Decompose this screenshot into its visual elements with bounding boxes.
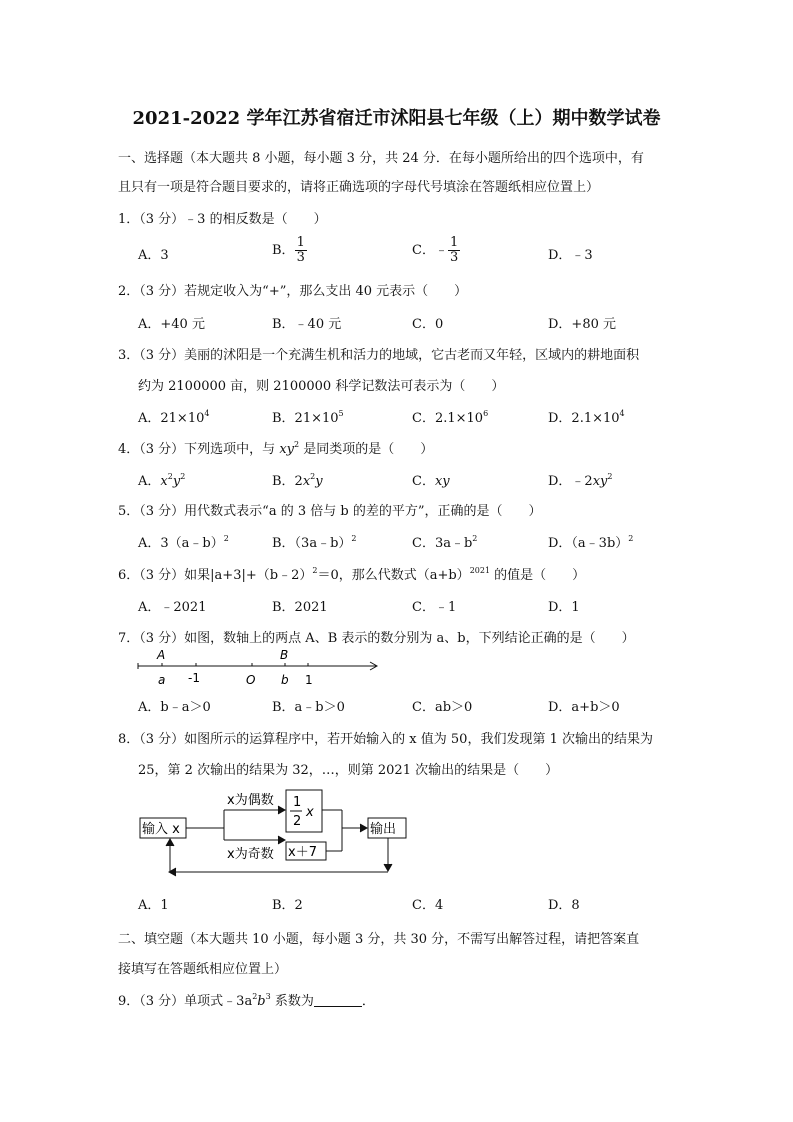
q1-option-b [272,236,307,265]
q5-option-a: A．3（a﹣b）$^2$ [138,534,229,551]
q5-stem: 5．（3 分）用代数式表示“a 的 3 倍与 b 的差的平方”，正确的是（ ） [118,504,542,519]
flowchart-figure [130,784,430,884]
q6-option-d: D．1 [548,600,580,615]
section1-heading-line1: 一、选择题（本大题共 8 小题，每小题 3 分，共 24 分．在每小题所给出的四个选项中，有 [118,151,644,166]
q9-stem: 9．（3 分）单项式$﹣3a^2b^3$ 系数为 ． [118,992,375,1009]
output-box-label: 输出 [370,822,397,837]
q8-option-b: B．2 [272,898,303,913]
q7-option-c: C．ab＞0 [412,700,473,715]
q8-option-a: A．1 [138,898,169,913]
q4-option-a: A．$x^2y^2$ [138,472,186,489]
plus7-label: x＋7 [288,845,317,860]
label-neg1: -1 [188,671,200,685]
q1-option-d: D．﹣3 [548,248,593,263]
q1-stem: 1．（3 分）﹣3 的相反数是（ ） [118,212,327,227]
q1-option-c-label: C．﹣ [412,243,448,258]
half-variable: x [306,805,314,820]
label-point-a-upper: A [157,648,166,662]
label-b: b [281,673,289,687]
q7-option-a: A．b﹣a＞0 [138,700,211,715]
q7-option-b: B．a﹣b＞0 [272,700,345,715]
label-point-b-upper: B [280,648,289,662]
even-condition-label: x为偶数 [227,793,274,808]
half-numerator: 1 [293,795,302,810]
q3-stem-line1: 3．（3 分）美丽的沭阳是一个充满生机和活力的地域，它古老而又年轻，区域内的耕地面积 [118,348,640,363]
q8-option-d: D．8 [548,898,580,913]
q4-stem: 4．（3 分）下列选项中，与 $xy^2$ 是同类项的是（ ） [118,440,434,457]
q1-option-b-label: B． [272,243,295,258]
q1-option-c-fraction: $\frac{1}{3}$ [449,235,459,265]
q2-option-a: A．+40 元 [138,317,205,332]
q2-option-d: D．+80 元 [548,317,616,332]
odd-condition-label: x为奇数 [227,847,274,862]
q8-stem-line1: 8．（3 分）如图所示的运算程序中，若开始输入的 x 值为 50，我们发现第 1 次输出的结果为 [118,732,653,747]
q1-option-c [412,236,460,265]
arrow-odd-head [278,836,285,844]
q5-option-b: B．（3a﹣b）$^2$ [272,534,357,551]
q8-stem-line2: 25，第 2 次输出的结果为 32，…，则第 2021 次输出的结果是（ ） [138,763,559,778]
q6-option-b: B．2021 [272,600,328,615]
q4-option-c: C．xy [412,474,450,489]
q4-option-b: B．$2x^2y$ [272,472,323,489]
q6-option-a: A．﹣2021 [138,600,207,615]
section1-heading-line2: 且只有一项是符合题目要求的，请将正确选项的字母代号填涂在答题纸相应位置上） [118,180,600,195]
arrow-even-head [278,806,285,814]
section2-heading-line2: 接填写在答题纸相应位置上） [118,962,288,977]
q7-stem: 7．（3 分）如图，数轴上的两点 A、B 表示的数分别为 a、b，下列结论正确的是（ ） [118,631,635,646]
arrow-to-output-head [360,824,367,832]
q9-answer-blank[interactable] [314,994,362,1007]
label-origin: O [246,673,256,687]
half-denominator: 2 [293,814,302,829]
q5-option-c: C．$3a﹣b^2$ [412,534,478,551]
q3-option-a: A．$21\times 10^4$ [138,409,210,426]
q1-option-a: A．3 [138,248,169,263]
q6-stem: 6．（3 分）如果|a+3|+（b﹣2）$^2$＝0，那么代数式$(a+b)^{2021}$ 的值是（ ） [118,566,586,583]
q6-option-c: C．﹣1 [412,600,457,615]
q4-option-d: D．$﹣2xy^2$ [548,472,613,489]
q5-option-d: D．（a﹣3b）$^2$ [548,534,634,551]
q1-option-b-fraction: $\frac{1}{3}$ [296,235,305,265]
loop-up-head [166,839,174,846]
q8-option-c: C．4 [412,898,444,913]
label-a: a [158,673,166,687]
q2-option-c: C．0 [412,317,444,332]
q3-option-c: C．$2.1\times 10^6$ [412,409,489,426]
q2-stem: 2．（3 分）若规定收入为“+”，那么支出 40 元表示（ ） [118,284,468,299]
q3-option-b: B．$21\times 10^5$ [272,409,344,426]
number-line-figure [130,644,390,690]
q2-option-b: B．﹣40 元 [272,317,342,332]
q7-option-d: D．a+b＞0 [548,700,620,715]
page-title: 2021-2022 学年江苏省宿迁市沭阳县七年级（上）期中数学试卷 [132,108,661,129]
q3-stem-line2: 约为 2100000 亩，则 2100000 科学记数法可表示为（ ） [138,379,505,394]
input-box-label: 输入 x [142,822,180,837]
label-one: 1 [305,673,313,687]
loop-down-head [384,864,392,871]
section2-heading-line1: 二、填空题（本大题共 10 小题，每小题 3 分，共 30 分，不需写出解答过程，请把答案直 [118,932,640,947]
q3-option-d: D．$2.1\times 10^4$ [548,409,625,426]
